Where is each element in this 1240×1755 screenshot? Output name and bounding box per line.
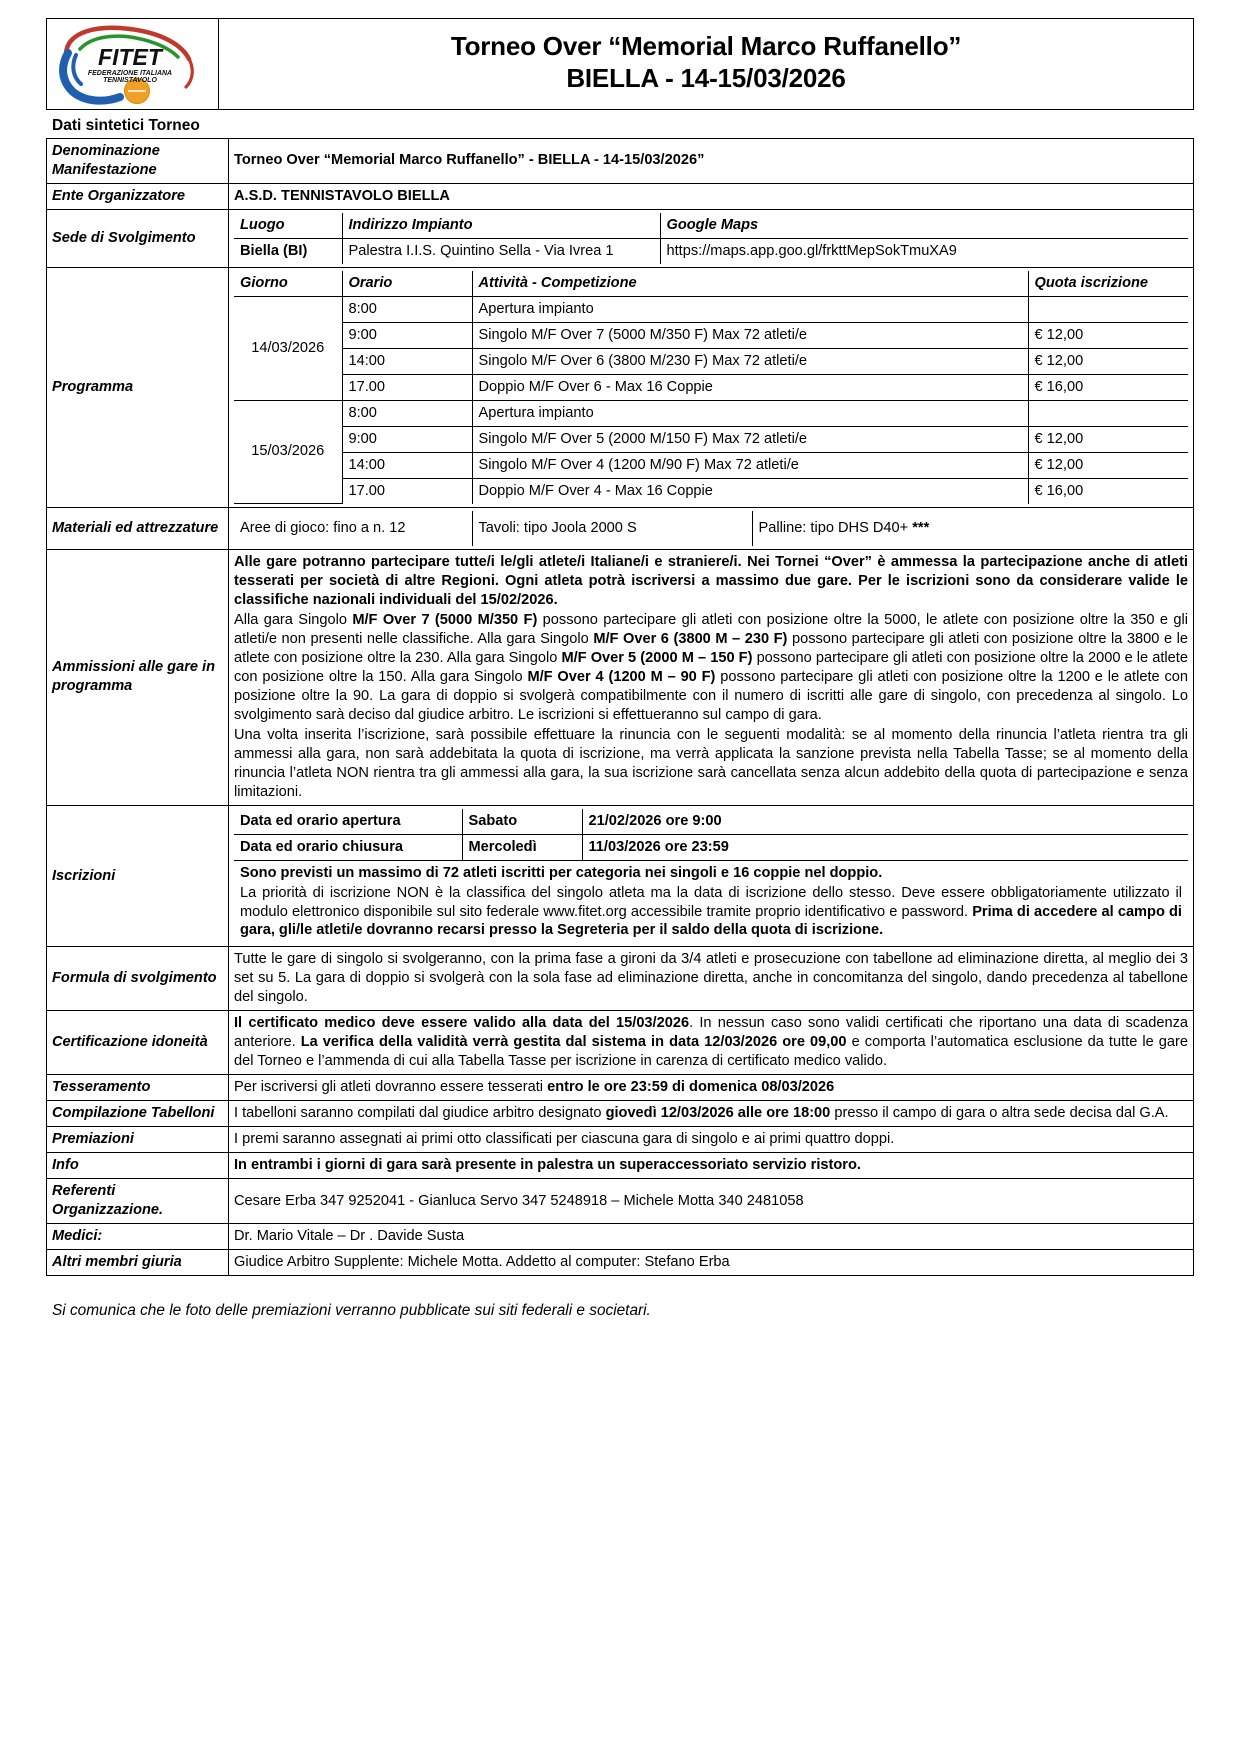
programma-orario: 8:00 bbox=[342, 296, 472, 322]
premiazioni-cell bbox=[229, 1127, 1194, 1153]
programma-row bbox=[234, 374, 1188, 400]
medici-text: Dr. Mario Vitale – Dr . Davide Susta bbox=[234, 1228, 465, 1245]
programma-orario: 17.00 bbox=[342, 478, 472, 503]
label-premiazioni: Premiazioni bbox=[47, 1127, 229, 1153]
value-denominazione: Torneo Over “Memorial Marco Ruffanello” - BIELLA - 14-15/03/2026” bbox=[229, 139, 1194, 184]
document-header bbox=[46, 18, 1194, 110]
ammissioni-paragraph-3: Una volta inserita l’iscrizione, sarà possibile effettuare la rinuncia con le seguenti modalità: se al momento della rinuncia l’atleta rientra tra gli ammessi alla gara, non sarà addebitata la quota di iscrizione, ma verrà applicata la sanzione prevista nella Tabella Tasse; se al momento della rinuncia l’atleta NON rientra tra gli ammessi alla gara, la sua iscrizione sarà cancellata senza alcun addebito della quota di partecipazione e senza limitazioni. bbox=[234, 726, 1188, 800]
programma-orario: 14:00 bbox=[342, 452, 472, 478]
label-tesseramento: Tesseramento bbox=[47, 1075, 229, 1101]
amm-b2: M/F Over 6 (3800 M – 230 F) bbox=[593, 630, 788, 647]
label-ente: Ente Organizzatore bbox=[47, 183, 229, 209]
programma-quota: € 12,00 bbox=[1028, 322, 1188, 348]
iscrizioni-apertura-day: Sabato bbox=[462, 809, 582, 834]
medici-cell bbox=[229, 1224, 1194, 1250]
sede-maps-url[interactable]: https://maps.app.goo.gl/frkttMepSokTmuXA9 bbox=[660, 238, 1188, 263]
cert-t1: . In nessun caso sono validi certificati che riportano una data di scadenza anteriore. bbox=[234, 1015, 1188, 1051]
row-ente bbox=[47, 183, 1194, 209]
amm-t2: possono partecipare gli atleti con posizione oltre la 5000, le atlete con posizione oltre la 350 e gli atleti/e non presenti nelle classifiche. Alla gara Singolo bbox=[234, 611, 1188, 647]
tesseramento-cell bbox=[229, 1075, 1194, 1101]
label-ammissioni: Ammissioni alle gare in programma bbox=[47, 550, 229, 806]
referenti-cell bbox=[229, 1179, 1194, 1224]
programma-quota bbox=[1028, 296, 1188, 322]
compilazione-cell bbox=[229, 1101, 1194, 1127]
amm-b3: M/F Over 5 (2000 M – 150 F) bbox=[561, 649, 753, 666]
amm-b4: M/F Over 4 (1200 M – 90 F) bbox=[527, 668, 716, 685]
certificazione-text bbox=[234, 1014, 1188, 1071]
sede-header-indirizzo: Indirizzo Impianto bbox=[342, 213, 660, 238]
amm-t4: possono partecipare gli atleti con posizione oltre la 2000 e le atlete con posizione oltre la 150. Alla gara Singolo bbox=[234, 649, 1188, 685]
iscrizioni-note-1: Sono previsti un massimo di 72 atleti iscritti per categoria nei singoli e 16 coppie nel doppio. bbox=[240, 864, 883, 881]
amm-t3: possono partecipare gli atleti con posizione oltre la 3800 e le atlete con posizione oltre la 230. Alla gara Singolo bbox=[234, 630, 1188, 666]
sede-header-maps: Google Maps bbox=[660, 213, 1188, 238]
iscrizioni-chiusura-value: 11/03/2026 ore 23:59 bbox=[582, 834, 1188, 860]
programma-attivita: Singolo M/F Over 6 (3800 M/230 F) Max 72 atleti/e bbox=[472, 348, 1028, 374]
label-programma: Programma bbox=[47, 267, 229, 507]
document-title-line2: BIELLA - 14-15/03/2026 bbox=[566, 63, 846, 93]
programma-row bbox=[234, 478, 1188, 503]
programma-quota: € 16,00 bbox=[1028, 478, 1188, 503]
isc-b1: Prima di accedere al campo di gara, gli/le atleti/e dovranno recarsi presso la Segreteria per il saldo della quota di iscrizione. bbox=[240, 903, 1182, 939]
amm-t5: possono partecipare gli atleti con posizione oltre la 1200 e le atlete con posizione oltre la 90. La gara di doppio si svolgerà compatibilmente con il numero di iscritti alle gare di singolo, con precedenza al singolo. Lo svolgimento sarà deciso dal giudice arbitro. Le iscrizioni si effettueranno sul campo di gara. bbox=[234, 668, 1189, 723]
sede-indirizzo: Palestra I.I.S. Quintino Sella - Via Ivrea 1 bbox=[342, 238, 660, 263]
fitet-logo bbox=[58, 23, 208, 105]
row-compilazione bbox=[47, 1101, 1194, 1127]
programma-quota bbox=[1028, 400, 1188, 426]
value-ente: A.S.D. TENNISTAVOLO BIELLA bbox=[229, 183, 1194, 209]
programma-attivita: Doppio M/F Over 6 - Max 16 Coppie bbox=[472, 374, 1028, 400]
formula-cell bbox=[229, 947, 1194, 1011]
iscrizioni-notes bbox=[234, 860, 1188, 943]
amm-t1: Alla gara Singolo bbox=[234, 611, 353, 628]
materiali-table bbox=[234, 511, 1188, 546]
comp-b1: giovedì 12/03/2026 alle ore 18:00 bbox=[605, 1105, 831, 1122]
sede-luogo: Biella (BI) bbox=[234, 238, 342, 263]
certificazione-cell bbox=[229, 1011, 1194, 1075]
label-formula: Formula di svolgimento bbox=[47, 947, 229, 1011]
materiali-palline-text: Palline: tipo DHS D40+ bbox=[758, 520, 913, 537]
programma-cell bbox=[229, 267, 1194, 507]
programma-orario: 14:00 bbox=[342, 348, 472, 374]
document-title-line1: Torneo Over “Memorial Marco Ruffanello” bbox=[450, 31, 962, 62]
label-info: Info bbox=[47, 1153, 229, 1179]
materiali-palline bbox=[752, 511, 1188, 546]
label-denominazione: Denominazione Manifestazione bbox=[47, 139, 229, 184]
sede-value-row bbox=[234, 238, 1188, 263]
ammissioni-cell bbox=[229, 550, 1194, 806]
programma-orario: 17.00 bbox=[342, 374, 472, 400]
row-info bbox=[47, 1153, 1194, 1179]
tess-b1: entro le ore 23:59 di domenica 08/03/2026 bbox=[547, 1079, 835, 1096]
cert-t2: e comporta l’automatica esclusione da tutte le gare del Torneo e l’ammenda di cui alla Tabella Tasse per iscrizione in carenza di certificato medico valido. bbox=[234, 1034, 1188, 1070]
sede-cell bbox=[229, 209, 1194, 267]
iscrizioni-chiusura-day: Mercoledì bbox=[462, 834, 582, 860]
info-cell bbox=[229, 1153, 1194, 1179]
row-referenti bbox=[47, 1179, 1194, 1224]
programma-row bbox=[234, 400, 1188, 426]
row-tesseramento bbox=[47, 1075, 1194, 1101]
programma-quota: € 12,00 bbox=[1028, 348, 1188, 374]
programma-header-row bbox=[234, 271, 1188, 296]
tess-t1: Per iscriversi gli atleti dovranno essere tesserati bbox=[234, 1079, 548, 1096]
programma-attivita: Apertura impianto bbox=[472, 400, 1028, 426]
materiali-cell bbox=[229, 508, 1194, 550]
programma-attivita: Singolo M/F Over 5 (2000 M/150 F) Max 72 atleti/e bbox=[472, 426, 1028, 452]
row-ammissioni bbox=[47, 550, 1194, 806]
logo-wordmark: FITET bbox=[97, 44, 162, 70]
tournament-details-table bbox=[46, 138, 1194, 1276]
info-text: In entrambi i giorni di gara sarà presente in palestra un superaccessoriato servizio ristoro. bbox=[234, 1157, 861, 1174]
row-sede bbox=[47, 209, 1194, 267]
title-cell bbox=[219, 19, 1193, 109]
programma-row bbox=[234, 348, 1188, 374]
label-iscrizioni: Iscrizioni bbox=[47, 805, 229, 947]
programma-header-orario: Orario bbox=[342, 271, 472, 296]
premiazioni-text: I premi saranno assegnati ai primi otto classificati per ciascuna gara di singolo e ai primi quattro doppi. bbox=[234, 1131, 895, 1148]
row-materiali bbox=[47, 508, 1194, 550]
sede-table bbox=[234, 213, 1188, 264]
iscrizioni-chiusura-row bbox=[234, 834, 1188, 860]
cert-b1: Il certificato medico deve essere valido alla data del 15/03/2026 bbox=[234, 1015, 690, 1032]
programma-day-date: 15/03/2026 bbox=[234, 400, 342, 503]
label-referenti: Referenti Organizzazione. bbox=[47, 1179, 229, 1224]
iscrizioni-note-2 bbox=[240, 884, 1182, 941]
materiali-aree: Aree di gioco: fino a n. 12 bbox=[234, 511, 472, 546]
logo-subtitle-line1: FEDERAZIONE ITALIANA bbox=[87, 70, 172, 77]
programma-orario: 8:00 bbox=[342, 400, 472, 426]
programma-quota: € 16,00 bbox=[1028, 374, 1188, 400]
programma-quota: € 12,00 bbox=[1028, 452, 1188, 478]
programma-attivita: Apertura impianto bbox=[472, 296, 1028, 322]
footer-note: Si comunica che le foto delle premiazioni verranno pubblicate sui siti federali e societari. bbox=[52, 1302, 651, 1319]
row-iscrizioni bbox=[47, 805, 1194, 947]
programma-header-attivita: Attività - Competizione bbox=[472, 271, 1028, 296]
iscrizioni-chiusura-label: Data ed orario chiusura bbox=[234, 834, 462, 860]
amm-b1: M/F Over 7 (5000 M/350 F) bbox=[352, 611, 538, 628]
row-giuria bbox=[47, 1250, 1194, 1276]
referenti-text: Cesare Erba 347 9252041 - Gianluca Servo 347 5248918 – Michele Motta 340 2481058 bbox=[234, 1192, 804, 1209]
programma-attivita: Doppio M/F Over 4 - Max 16 Coppie bbox=[472, 478, 1028, 503]
ammissioni-paragraph-1: Alle gare potranno partecipare tutte/i le/gli atlete/i Italiane/i e straniere/i. Nei Tornei “Over” è ammessa la partecipazione anche di atleti tesserati per società di altre Regioni. Ogni atleta potrà iscriversi a massimo due gare. Per le iscrizioni sono da considerare valide le classifiche nazionali individuali del 15/02/2026. bbox=[234, 554, 1188, 608]
iscrizioni-note-row bbox=[234, 860, 1188, 943]
iscrizioni-cell bbox=[229, 805, 1194, 947]
giuria-text: Giudice Arbitro Supplente: Michele Motta. Addetto al computer: Stefano Erba bbox=[234, 1254, 730, 1271]
giuria-cell bbox=[229, 1250, 1194, 1276]
cert-b2: La verifica della validità verrà gestita dal sistema in data 12/03/2026 ore 09,00 bbox=[300, 1034, 847, 1051]
label-materiali: Materiali ed attrezzature bbox=[47, 508, 229, 550]
row-premiazioni bbox=[47, 1127, 1194, 1153]
programma-orario: 9:00 bbox=[342, 322, 472, 348]
label-medici: Medici: bbox=[47, 1224, 229, 1250]
formula-text: Tutte le gare di singolo si svolgeranno, con la prima fase a gironi da 3/4 atleti e prosecuzione con tabellone ad eliminazione diretta, al meglio dei 3 set su 5. La gara di doppio si svolgerà con la sola fase ad eliminazione diretta, anche in concomitanza del singolo, dando precedenza al tabellone del singolo. bbox=[234, 951, 1188, 1006]
programma-row bbox=[234, 426, 1188, 452]
isc-t1: La priorità di iscrizione NON è la classifica del singolo atleta ma la data di iscrizione dello stesso. Deve essere obbligatoriamente utilizzato il modulo elettronico disponibile sul sito federale www.fitet.org accessibile tramite proprio identificativo e password. bbox=[240, 884, 1182, 920]
programma-attivita: Singolo M/F Over 4 (1200 M/90 F) Max 72 atleti/e bbox=[472, 452, 1028, 478]
compilazione-text bbox=[234, 1104, 1188, 1123]
row-formula bbox=[47, 947, 1194, 1011]
label-giuria: Altri membri giuria bbox=[47, 1250, 229, 1276]
logo-cell bbox=[47, 19, 219, 109]
materiali-palline-stars: *** bbox=[912, 520, 930, 537]
sede-header-row bbox=[234, 213, 1188, 238]
label-certificazione: Certificazione idoneità bbox=[47, 1011, 229, 1075]
programma-row bbox=[234, 452, 1188, 478]
label-compilazione: Compilazione Tabelloni bbox=[47, 1101, 229, 1127]
materiali-tavoli: Tavoli: tipo Joola 2000 S bbox=[472, 511, 752, 546]
programma-row bbox=[234, 322, 1188, 348]
comp-t1: I tabelloni saranno compilati dal giudice arbitro designato bbox=[234, 1105, 606, 1122]
tesseramento-text bbox=[234, 1078, 1188, 1097]
row-programma bbox=[47, 267, 1194, 507]
materiali-row bbox=[234, 511, 1188, 546]
programma-row bbox=[234, 296, 1188, 322]
sede-header-luogo: Luogo bbox=[234, 213, 342, 238]
programma-header-quota: Quota iscrizione bbox=[1028, 271, 1188, 296]
programma-day-date: 14/03/2026 bbox=[234, 296, 342, 400]
iscrizioni-apertura-label: Data ed orario apertura bbox=[234, 809, 462, 834]
row-medici bbox=[47, 1224, 1194, 1250]
programma-header-giorno: Giorno bbox=[234, 271, 342, 296]
comp-t2: presso il campo di gara o altra sede decisa dal G.A. bbox=[830, 1105, 1169, 1122]
iscrizioni-apertura-row bbox=[234, 809, 1188, 834]
programma-table bbox=[234, 271, 1188, 504]
iscrizioni-dates-table bbox=[234, 809, 1188, 944]
programma-quota: € 12,00 bbox=[1028, 426, 1188, 452]
section-caption: Dati sintetici Torneo bbox=[52, 117, 200, 134]
row-denominazione bbox=[47, 139, 1194, 184]
row-certificazione bbox=[47, 1011, 1194, 1075]
logo-subtitle-line2: TENNISTAVOLO bbox=[102, 77, 157, 84]
ammissioni-paragraph-2 bbox=[234, 611, 1188, 725]
programma-attivita: Singolo M/F Over 7 (5000 M/350 F) Max 72 atleti/e bbox=[472, 322, 1028, 348]
label-sede: Sede di Svolgimento bbox=[47, 209, 229, 267]
programma-orario: 9:00 bbox=[342, 426, 472, 452]
iscrizioni-apertura-value: 21/02/2026 ore 9:00 bbox=[582, 809, 1188, 834]
